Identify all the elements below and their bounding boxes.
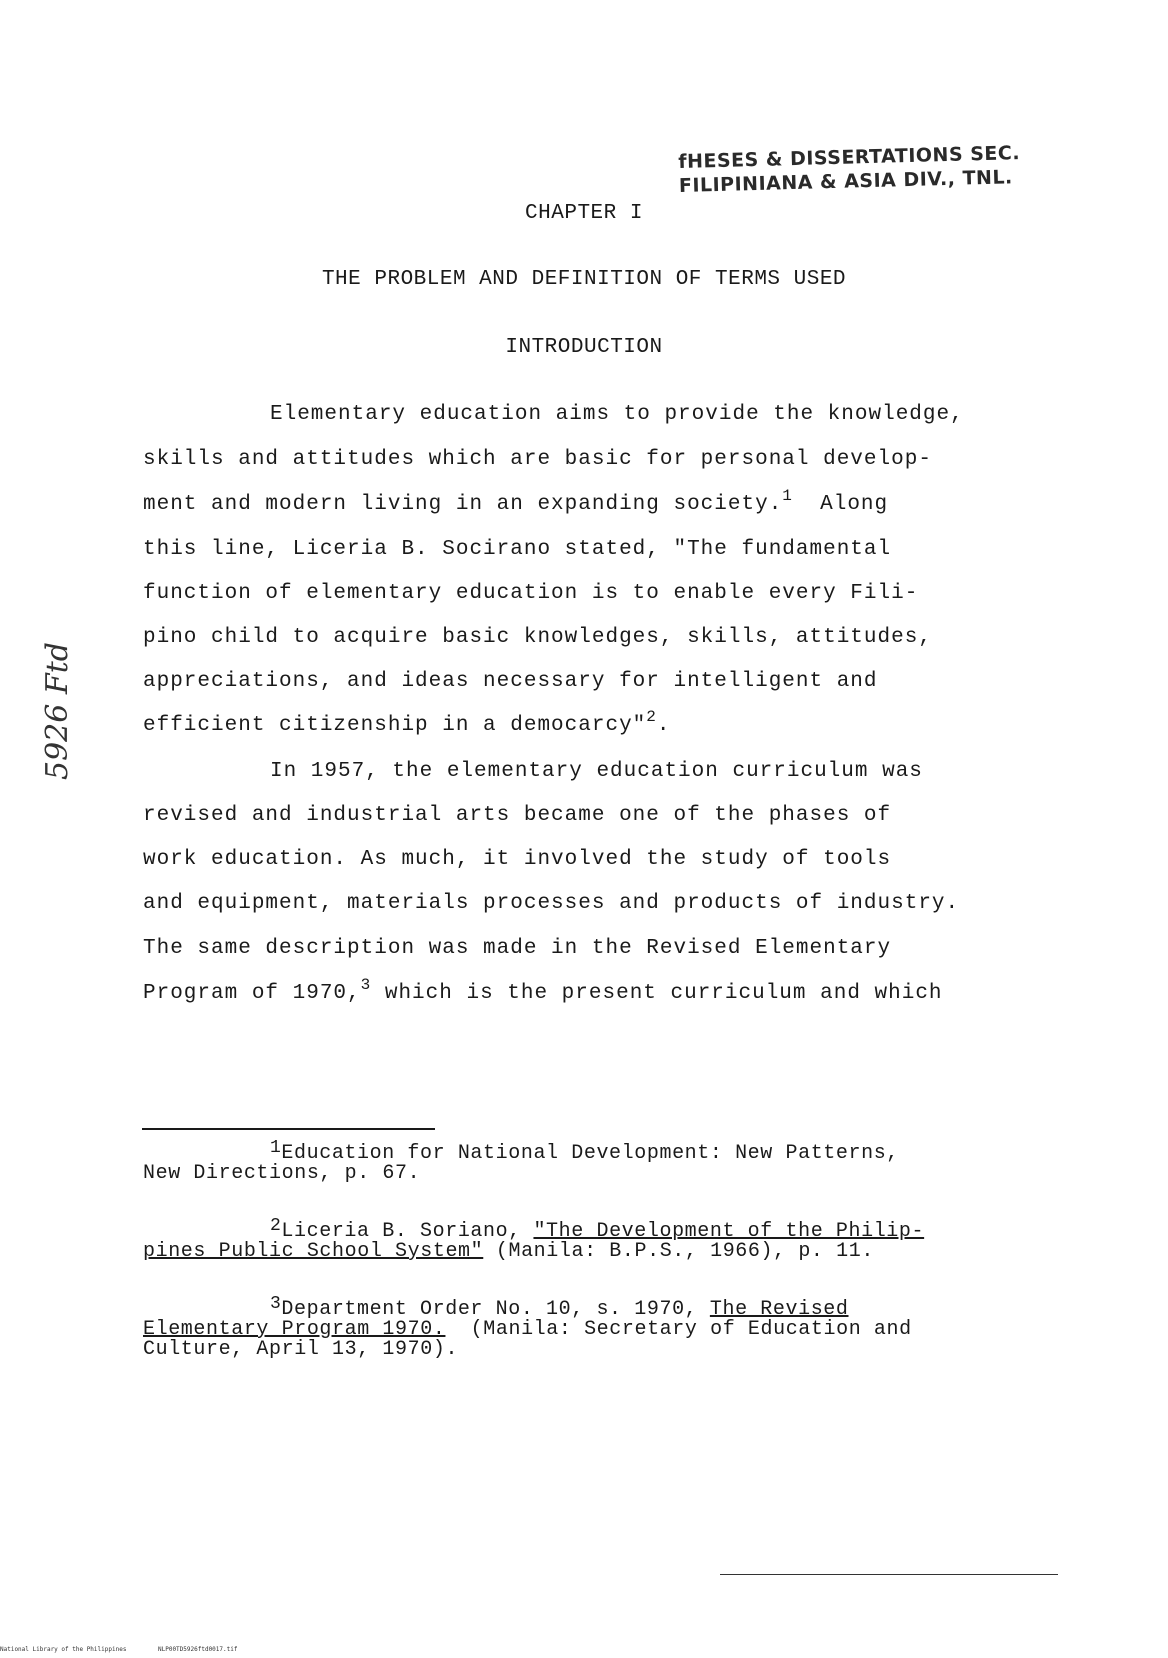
body-line: Elementary education aims to provide the knowledge, (270, 403, 964, 426)
footnote-number: 1 (270, 1138, 282, 1158)
footnote-1-line-1 (270, 1138, 899, 1165)
footnote-text: (Manila: Secretary of Education and (445, 1318, 912, 1341)
body-line (143, 708, 671, 737)
footnote-text: Liceria B. Soriano, (281, 1220, 534, 1243)
footnote-ref-3[interactable]: 3 (360, 976, 372, 994)
footnote-3-line-3: Culture, April 13, 1970). (143, 1338, 459, 1361)
footnote-ref-1[interactable]: 1 (782, 487, 793, 505)
body-text-span: Along (792, 493, 889, 516)
footnote-2-line-1 (270, 1216, 925, 1243)
section-heading: INTRODUCTION (505, 336, 663, 359)
body-text-span: which is the present curriculum and which (371, 982, 943, 1005)
body-line: and equipment, materials processes and products of industry. (143, 892, 960, 915)
body-line: revised and industrial arts became one of the phases of (143, 804, 892, 827)
body-line (143, 487, 889, 516)
body-text-span: efficient citizenship in a democarcy" (143, 714, 647, 737)
footnote-3-line-2 (143, 1320, 912, 1340)
footnote-text: Education for National Development: New Patterns, (281, 1142, 899, 1165)
body-line: work education. As much, it involved the study of tools (143, 848, 892, 871)
footnote-number: 2 (270, 1216, 282, 1236)
body-text-span: ment and modern living in an expanding society. (143, 493, 783, 516)
body-line: skills and attitudes which are basic for personal develop- (143, 448, 932, 471)
footnote-ref-2[interactable]: 2 (646, 708, 657, 726)
library-stamp (678, 141, 1021, 198)
footnote-title: The Revised (709, 1298, 849, 1321)
body-text-span: . (656, 714, 671, 737)
footer-file-name: NLP00TD5926ftd0017.tif (158, 1646, 238, 1653)
body-line: pino child to acquire basic knowledges, skills, attitudes, (143, 626, 932, 649)
body-line: this line, Liceria B. Socirano stated, "The fundamental (143, 538, 892, 561)
body-line: appreciations, and ideas necessary for intelligent and (143, 670, 878, 693)
handwritten-margin-note: 5926 Ftd (40, 642, 75, 780)
scan-footer (0, 1646, 238, 1653)
footnote-2-line-2 (143, 1242, 874, 1262)
scan-edge-line (720, 1574, 1058, 1575)
chapter-title: THE PROBLEM AND DEFINITION OF TERMS USED (321, 268, 847, 291)
footnote-title: pines Public School System" (143, 1240, 484, 1263)
footnote-separator (142, 1128, 435, 1130)
body-line (143, 976, 943, 1005)
footnote-text: Department Order No. 10, s. 1970, (281, 1298, 710, 1321)
stamp-line-1: fHESES & DISSERTATIONS SEC. (678, 142, 1021, 173)
footnote-title: Elementary Program 1970. (143, 1318, 446, 1341)
body-text-span: Program of 1970, (143, 982, 361, 1005)
footnote-number: 3 (270, 1294, 282, 1314)
chapter-heading: CHAPTER I (525, 202, 643, 225)
body-line: In 1957, the elementary education curriculum was (270, 760, 923, 783)
footer-library-name: National Library of the Philippines (0, 1646, 127, 1653)
body-line: The same description was made in the Revised Elementary (143, 937, 892, 960)
footnote-title: "The Development of the Philip- (533, 1220, 925, 1243)
footnote-1-line-2: New Directions, p. 67. (143, 1162, 421, 1185)
stamp-line-2: FILIPINIANA & ASIA DIV., TNL. (678, 166, 1014, 197)
footnote-3-line-1 (270, 1294, 849, 1321)
footnote-text: (Manila: B.P.S., 1966), p. 11. (483, 1240, 874, 1263)
body-line: function of elementary education is to enable every Fili- (143, 582, 919, 605)
